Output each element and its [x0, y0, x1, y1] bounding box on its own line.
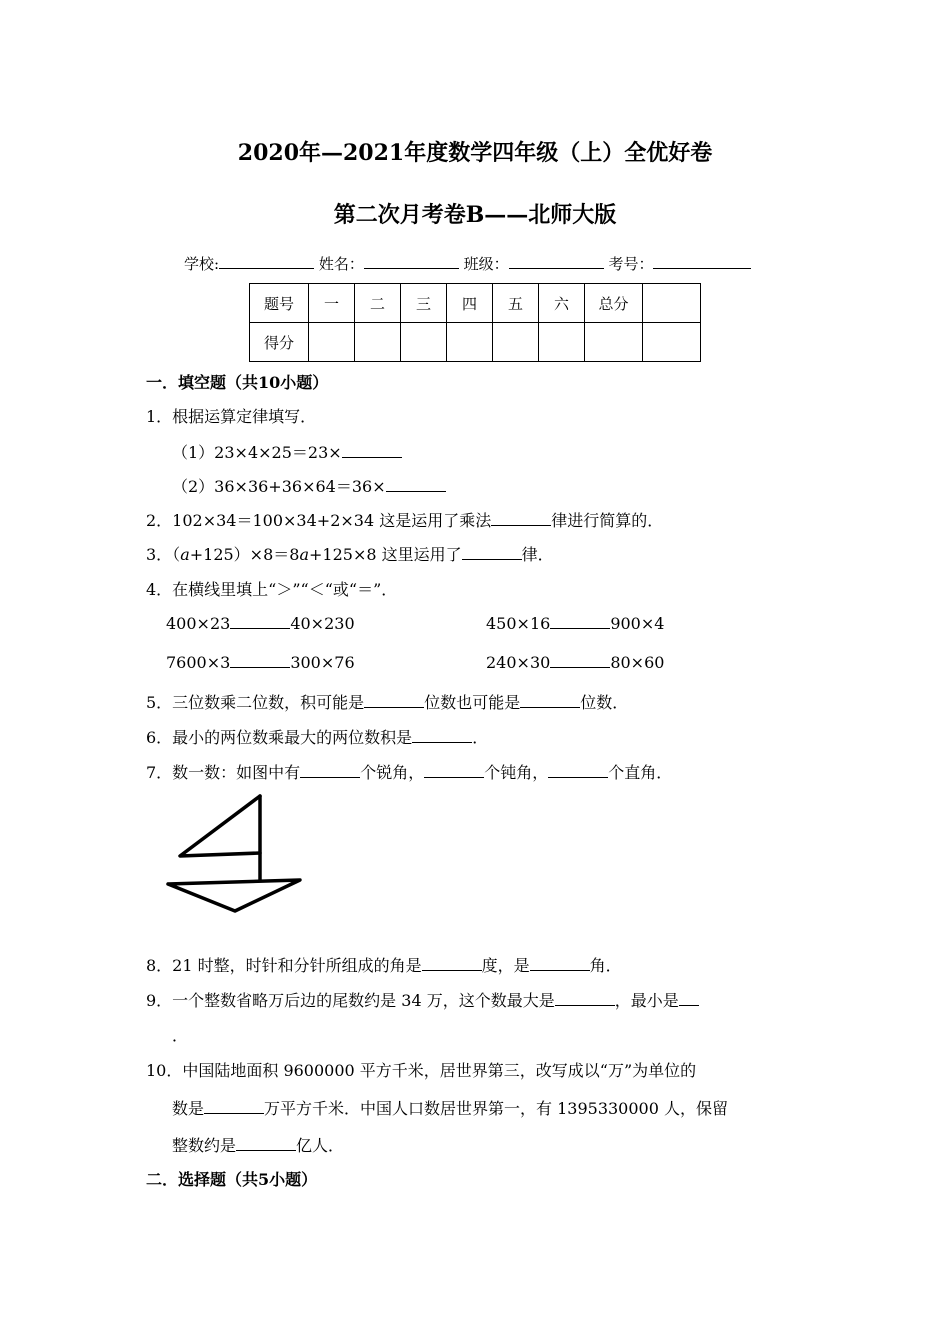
- score-input-cell[interactable]: [401, 323, 447, 362]
- question-text: 角．: [589, 956, 622, 975]
- question-1-part-2: [172, 474, 446, 497]
- question-text: 240×30: [486, 653, 551, 672]
- question-text: 7．数一数：如图中有: [146, 763, 301, 782]
- question-2: [146, 508, 663, 531]
- question-10-line-1: 10．中国陆地面积 9600000 平方千米，居世界第三，改写成以“万”为单位的: [146, 1061, 697, 1080]
- question-4-row-1-left: [166, 614, 355, 633]
- table-cell: [643, 284, 701, 323]
- question-text: 900×4: [610, 614, 665, 633]
- question-text: 5．三位数乘二位数，积可能是: [146, 693, 365, 712]
- question-text: ，最小是: [614, 991, 679, 1010]
- question-text: +125×8 这里运用了: [309, 545, 462, 564]
- question-8: [146, 953, 622, 976]
- question-text: 6．最小的两位数乘最大的两位数积是: [146, 728, 413, 747]
- variable-a: a: [180, 545, 190, 564]
- section-2-title: 二．选择题（共5小题）: [146, 1170, 318, 1189]
- title-line-1: 2020年—2021年度数学四年级（上）全优好卷: [237, 140, 713, 166]
- hull-triangle: [168, 880, 300, 911]
- answer-blank[interactable]: [236, 1136, 296, 1151]
- question-text: 亿人．: [296, 1136, 345, 1155]
- answer-blank[interactable]: [550, 614, 610, 629]
- question-9: [146, 988, 699, 1011]
- question-text: 300×76: [290, 653, 355, 672]
- answer-blank[interactable]: [230, 614, 290, 629]
- question-text: 度，是: [481, 956, 530, 975]
- answer-blank[interactable]: [550, 653, 610, 668]
- answer-blank[interactable]: [555, 991, 615, 1006]
- question-text: 2．102×34＝100×34+2×34 这是运用了乘法: [146, 511, 492, 530]
- score-input-cell[interactable]: [355, 323, 401, 362]
- score-table: [249, 283, 701, 362]
- table-cell: 六: [539, 284, 585, 323]
- question-text: 400×23: [166, 614, 231, 633]
- answer-blank[interactable]: [530, 956, 590, 971]
- score-input-cell[interactable]: [585, 323, 643, 362]
- answer-blank[interactable]: [230, 653, 290, 668]
- answer-blank[interactable]: [520, 693, 580, 708]
- question-text: 个直角．: [608, 763, 673, 782]
- variable-a: a: [299, 545, 309, 564]
- answer-blank[interactable]: [548, 763, 608, 778]
- table-cell: 四: [447, 284, 493, 323]
- student-info-line: [184, 253, 751, 274]
- class-label: 班级：: [463, 255, 509, 273]
- answer-blank[interactable]: [679, 991, 699, 1006]
- question-text: 40×230: [290, 614, 355, 633]
- answer-blank[interactable]: [342, 443, 402, 458]
- question-text: 个锐角，: [360, 763, 425, 782]
- question-10-line-2: [172, 1096, 728, 1119]
- score-input-cell[interactable]: [309, 323, 355, 362]
- question-4: 4．在横线里填上“＞”“＜“或“＝”．: [146, 580, 398, 599]
- table-cell: 五: [493, 284, 539, 323]
- question-text: ．: [472, 728, 489, 747]
- question-text: 7600×3: [166, 653, 231, 672]
- class-blank[interactable]: [509, 254, 604, 269]
- score-table-header-row: [250, 284, 701, 323]
- title-line-2: 第二次月考卷B——北师大版: [333, 202, 617, 228]
- question-text: +125）×8＝8: [189, 545, 300, 564]
- table-cell: 题号: [250, 284, 309, 323]
- score-input-cell[interactable]: [493, 323, 539, 362]
- school-label: 学校:: [184, 255, 220, 273]
- question-10-line-3: [172, 1133, 344, 1156]
- question-1-part-1: [172, 440, 402, 463]
- answer-blank[interactable]: [204, 1099, 264, 1114]
- question-text: 数是: [172, 1099, 205, 1118]
- question-7: [146, 760, 672, 783]
- question-text: 律．: [521, 545, 554, 564]
- question-text: 律进行简算的．: [551, 511, 664, 530]
- sail-triangle: [180, 796, 260, 856]
- answer-blank[interactable]: [412, 728, 472, 743]
- exam-no-label: 考号：: [608, 255, 654, 273]
- question-1: 1．根据运算定律填写．: [146, 407, 317, 426]
- exam-no-blank[interactable]: [653, 254, 751, 269]
- question-text: 8．21 时整，时针和分针所组成的角是: [146, 956, 422, 975]
- question-text: 80×60: [610, 653, 665, 672]
- answer-blank[interactable]: [364, 693, 424, 708]
- name-label: 姓名：: [318, 255, 364, 273]
- question-4-row-1-right: [486, 614, 664, 633]
- table-cell: 三: [401, 284, 447, 323]
- question-3: [146, 542, 554, 565]
- school-blank[interactable]: [219, 254, 314, 269]
- question-text: （2）36×36+36×64＝36×: [172, 477, 386, 496]
- table-cell: 总分: [585, 284, 643, 323]
- name-blank[interactable]: [364, 254, 459, 269]
- question-text: 3．（: [146, 545, 181, 564]
- question-text: 个钝角，: [484, 763, 549, 782]
- table-cell: 得分: [250, 323, 309, 362]
- question-text: 9．一个整数省略万后边的尾数约是 34 万，这个数最大是: [146, 991, 555, 1010]
- answer-blank[interactable]: [300, 763, 360, 778]
- score-table-score-row: [250, 323, 701, 362]
- question-text: 万平方千米．中国人口数居世界第一，有 1395330000 人，保留: [264, 1099, 728, 1118]
- table-cell: 一: [309, 284, 355, 323]
- section-1-title: 一．填空题（共10小题）: [146, 373, 329, 392]
- question-text: （1）23×4×25＝23×: [172, 443, 342, 462]
- question-text: 450×16: [486, 614, 551, 633]
- question-5: [146, 690, 628, 713]
- question-text: 位数也可能是: [424, 693, 521, 712]
- score-input-cell[interactable]: [447, 323, 493, 362]
- answer-blank[interactable]: [424, 763, 484, 778]
- question-9-end: ．: [172, 1026, 189, 1045]
- answer-blank[interactable]: [462, 545, 522, 560]
- question-text: 位数．: [580, 693, 629, 712]
- answer-blank[interactable]: [491, 511, 551, 526]
- score-input-cell[interactable]: [643, 323, 701, 362]
- question-6: [146, 725, 488, 748]
- table-cell: 二: [355, 284, 401, 323]
- score-input-cell[interactable]: [539, 323, 585, 362]
- sailboat-angle-figure: [162, 790, 307, 918]
- question-text: 整数约是: [172, 1136, 237, 1155]
- answer-blank[interactable]: [422, 956, 482, 971]
- answer-blank[interactable]: [386, 477, 446, 492]
- question-4-row-2-right: [486, 653, 664, 672]
- question-4-row-2-left: [166, 653, 355, 672]
